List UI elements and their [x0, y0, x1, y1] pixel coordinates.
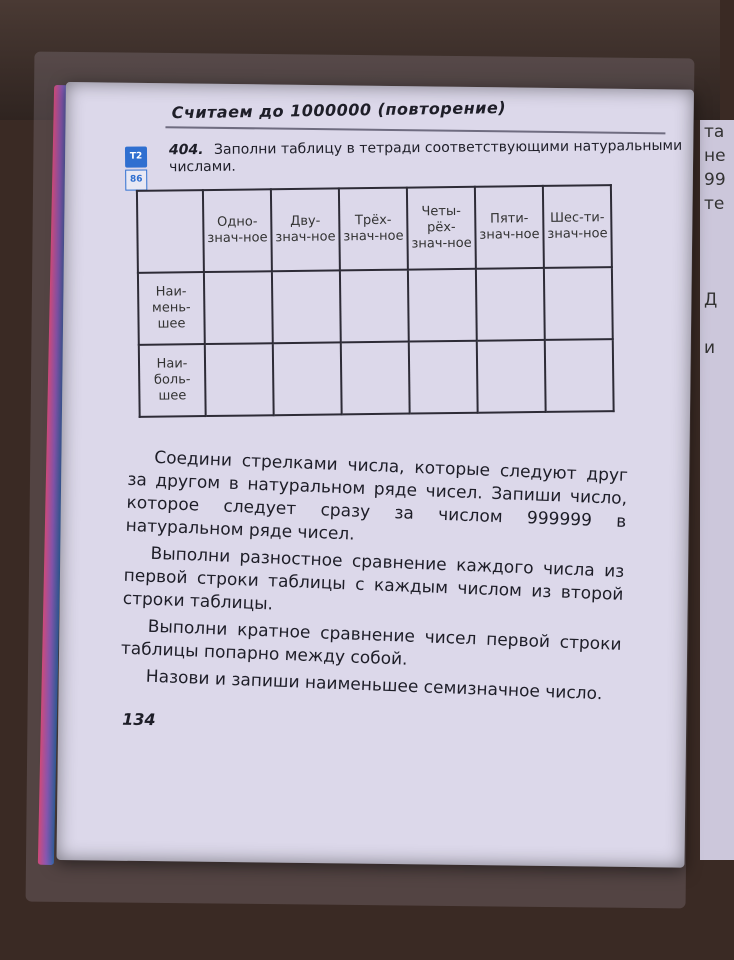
table-cell	[476, 268, 545, 341]
table-header-cell: Дву-знач-ное	[271, 188, 340, 271]
table-header-cell: Пяти-знач-ное	[475, 186, 544, 269]
adjacent-page-text: Д	[704, 290, 718, 310]
table-row-label: Наи-боль-шее	[139, 344, 206, 417]
adjacent-page-text: 99	[704, 170, 726, 190]
table-corner-cell	[137, 190, 204, 273]
task-number: 404.	[168, 141, 204, 159]
adjacent-page-text	[704, 264, 734, 288]
instruction-paragraph: Выполни кратное сравнение чисел первой строки таблицы попарно между собой.	[120, 616, 622, 670]
table-row	[138, 267, 613, 345]
table-header-cell: Одно-знач-ное	[203, 189, 272, 272]
adjacent-page-text: не	[704, 146, 726, 166]
table-row	[139, 339, 614, 417]
table-cell	[340, 270, 409, 343]
numbers-table	[136, 184, 615, 418]
table-cell	[205, 343, 274, 416]
title-underline	[165, 126, 665, 134]
table-cell	[408, 269, 477, 342]
section-title: Считаем до 1000000 (повторение)	[171, 98, 507, 123]
table-cell	[477, 340, 546, 413]
table-cell	[272, 270, 341, 343]
table-header-cell: Трёх-знач-ное	[339, 188, 408, 271]
adjacent-page-text	[704, 240, 734, 264]
table-cell	[544, 267, 613, 340]
table-cell	[409, 341, 478, 414]
page-number: 134	[122, 709, 156, 730]
badge-top: Т2	[125, 146, 147, 167]
adjacent-page	[700, 120, 734, 860]
table-header-row	[137, 185, 612, 273]
table-cell	[273, 342, 342, 415]
instructions	[119, 446, 628, 707]
table-header-cell: Шес-ти-знач-ное	[543, 185, 612, 268]
notebook-reference-badge	[125, 146, 147, 190]
adjacent-page-text: и	[704, 338, 716, 358]
instruction-paragraph: Назови и запиши наименьшее семизначное число.	[145, 666, 603, 705]
task-text: Заполни таблицу в тетради соответствующими натуральными числами.	[169, 137, 683, 176]
table-cell	[204, 271, 273, 344]
adjacent-page-text	[704, 216, 734, 240]
table-row-label: Наи-мень-шее	[138, 272, 205, 345]
adjacent-page-text: та	[704, 122, 725, 142]
adjacent-page-text: те	[704, 194, 725, 214]
adjacent-page-text	[704, 312, 734, 336]
page-content	[118, 98, 686, 736]
table-cell	[545, 339, 614, 412]
table-cell	[341, 342, 410, 415]
task-block	[129, 137, 685, 185]
table-header-cell: Четы-рёх-знач-ное	[407, 187, 476, 270]
textbook-page	[56, 82, 693, 868]
instruction-paragraph: Соедини стрелками числа, которые следуют друг за другом в натуральном ряде чисел. Запиши число, которое следует сразу за числом 999999 в натуральном ряде чисел.	[125, 447, 629, 545]
instruction-paragraph: Выполни разностное сравнение каждого числа из первой строки таблицы с каждым числом из второй строки таблицы.	[122, 543, 625, 615]
badge-bottom: 86	[125, 169, 147, 190]
